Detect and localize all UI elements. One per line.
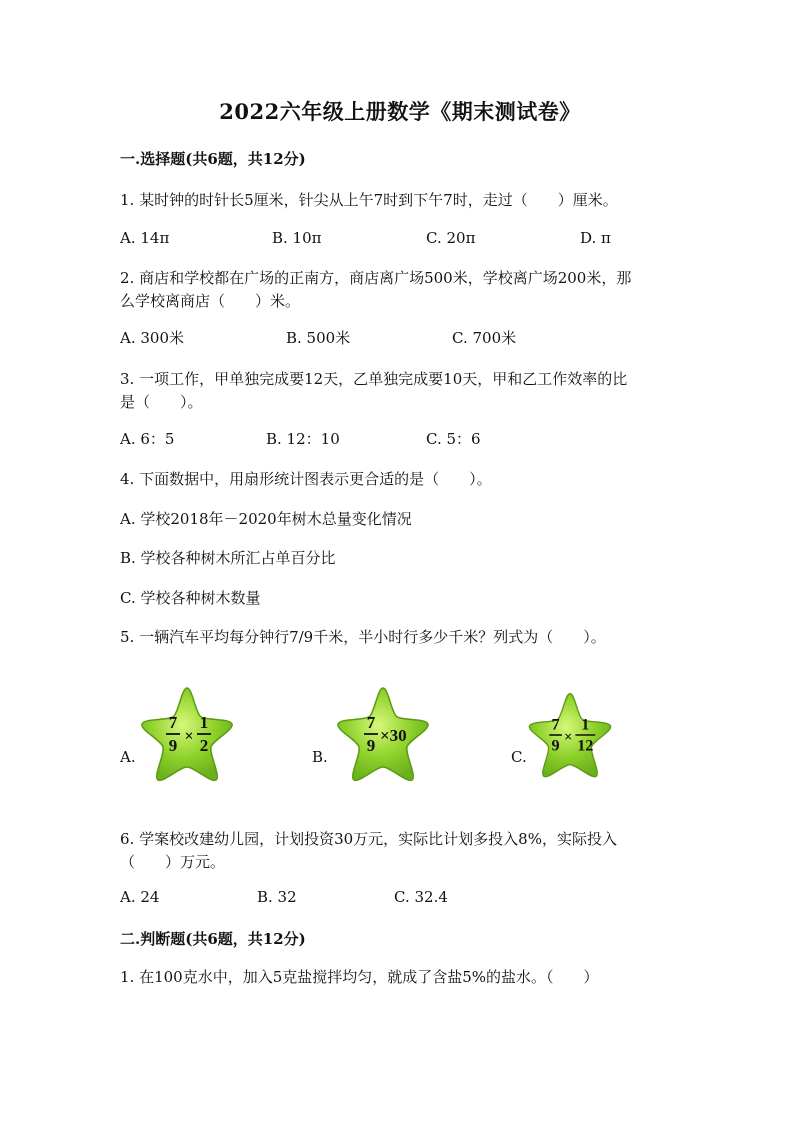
q6-option-b: B. 32: [257, 888, 297, 906]
expr-a-num2: 1: [199, 713, 209, 732]
question-3-line1: 3. 一项工作，甲单独完成要12天，乙单独完成要10天，甲和乙工作效率的比: [120, 370, 628, 388]
question-5-text: 5. 一辆汽车平均每分钟行7/9千米，半小时行多少千米？列式为（ ）。: [120, 628, 606, 646]
page-title: 2022六年级上册数学《期末测试卷》: [219, 99, 581, 124]
expr-a-op: ×: [184, 728, 194, 745]
q1-option-d: D. π: [580, 229, 611, 247]
q4-option-a: A. 学校2018年－2020年树木总量变化情况: [120, 510, 412, 528]
q5-option-a-star-image: [137, 684, 237, 784]
q6-option-c: C. 32.4: [394, 888, 448, 906]
expr-a-den2: 2: [199, 736, 209, 755]
expr-c-num1: 7: [551, 715, 560, 734]
question-6-line1: 6. 学案校改建幼儿园，计划投资30万元，实际比计划多投入8%，实际投入: [120, 830, 617, 848]
q3-option-b: B. 12：10: [266, 430, 340, 448]
q1-option-a: A. 14π: [120, 229, 170, 247]
question-4-text: 4. 下面数据中，用扇形统计图表示更合适的是（ ）。: [120, 470, 492, 488]
question-3-line2: 是（ ）。: [120, 393, 203, 411]
expr-b-den1: 9: [366, 736, 376, 755]
q2-option-b: B. 500米: [286, 329, 351, 347]
q3-option-c: C. 5：6: [426, 430, 481, 448]
q5-option-c-label: C.: [511, 748, 527, 766]
question-2-line2: 么学校离商店（ ）米。: [120, 292, 301, 310]
expr-b-op: ×30: [380, 726, 407, 745]
q5-option-a-label: A.: [120, 748, 136, 766]
q2-option-c: C. 700米: [452, 329, 517, 347]
q5-option-b-star-image: [333, 684, 433, 784]
expr-a-num1: 7: [168, 713, 178, 732]
q6-option-a: A. 24: [120, 888, 160, 906]
section-heading-judgement: 二.判断题(共6题，共12分): [120, 930, 306, 948]
q3-option-a: A. 6：5: [120, 430, 175, 448]
judgement-question-1-text: 1. 在100克水中，加入5克盐搅拌均匀，就成了含盐5%的盐水。（ ）: [120, 968, 599, 986]
q4-option-b: B. 学校各种树木所汇占单百分比: [120, 549, 336, 567]
expr-b-num1: 7: [366, 713, 376, 732]
expr-a-den1: 9: [168, 736, 178, 755]
question-6-line2: （ ）万元。: [120, 853, 226, 871]
q1-option-b: B. 10π: [272, 229, 322, 247]
q5-option-b-label: B.: [312, 748, 328, 766]
question-2-line1: 2. 商店和学校都在广场的正南方，商店离广场500米，学校离广场200米，那: [120, 269, 632, 287]
q1-option-c: C. 20π: [426, 229, 476, 247]
q4-option-c: C. 学校各种树木数量: [120, 589, 261, 607]
expr-c-den2: 12: [577, 736, 594, 755]
question-1-text: 1. 某时钟的时针长5厘米，针尖从上午7时到下午7时，走过（ ）厘米。: [120, 191, 618, 209]
expr-c-den1: 9: [551, 736, 560, 755]
q2-option-a: A. 300米: [120, 329, 184, 347]
expr-c-op: ×: [564, 729, 573, 746]
expr-c-num2: 1: [581, 715, 590, 734]
section-heading-choice: 一.选择题(共6题，共12分): [120, 150, 306, 168]
q5-option-c-star-image: [525, 690, 625, 790]
